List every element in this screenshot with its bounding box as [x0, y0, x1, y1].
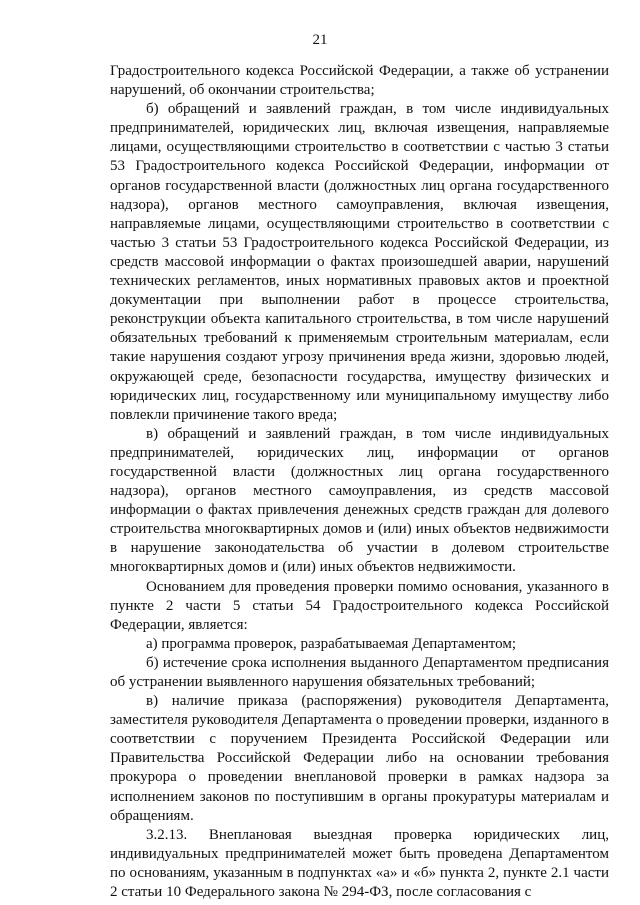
paragraph-ground-b: б) истечение срока исполнения выданного Департаментом предписания об устранении выявленного нарушения обязательных требований;: [110, 654, 609, 690]
paragraph-continuation: Градостроительного кодекса Российской Федерации, а также об устранении нарушений, об окончании строительства;: [110, 63, 609, 99]
paragraph-grounds-intro: Основанием для проведения проверки помимо основания, указанного в пункте 2 части 5 статьи 54 Градостроительного кодекса Российской Федерации, является:: [110, 578, 609, 633]
paragraph-3-2-13: 3.2.13. Внеплановая выездная проверка юридических лиц, индивидуальных предпринимателей может быть проведена Департаментом по основаниям, указанным в подпунктах «а» и «б» пункта 2, пункте 2.1 части 2 статьи 10 Федерального закона № 294-ФЗ, после согласования с: [110, 826, 609, 901]
document-body: [110, 62, 609, 902]
paragraph-item-v: в) обращений и заявлений граждан, в том числе индивидуальных предпринимателей, юридических лиц, информации от органов государственной власти (должностных лиц органа государственного надзора), органов местного самоуправления, из средств массовой информации о фактах привлечения денежных средств граждан для долевого строительства многоквартирных домов и (или) иных объектов недвижимости в нарушение законодательства об участии в долевом строительстве многоквартирных домов и (или) иных объектов недвижимости.: [110, 425, 609, 576]
paragraph-ground-a: а) программа проверок, разрабатываемая Департаментом;: [146, 635, 517, 652]
page-number: 21: [312, 32, 328, 48]
paragraph-item-b: б) обращений и заявлений граждан, в том числе индивидуальных предпринимателей, юридических лиц, включая извещения, направляемые лицами, осуществляющими строительство в соответствии с частью 3 статьи 53 Градостроительного кодекса Российской Федерации, информации от органов государственной власти (должностных лиц органа государственного надзора), органов местного самоуправления, включая извещения, направляемые лицами, осуществляющими строительство в соответствии с частью 3 статьи 53 Градостроительного кодекса Российской Федерации, из средств массовой информации о фактах произошедшей аварии, нарушений технических регламентов, иных нормативных правовых актов и проектной документации при выполнении работ в процессе строительства, реконструкции объекта капитального строительства, в том числе нарушений обязательных требований к применяемым строительным материалам, если такие нарушения создают угрозу причинения вреда жизни, здоровью людей, окружающей среде, безопасности государства, имуществу физических и юридических лиц, государственному или муниципальному имуществу либо повлекли причинение такого вреда;: [110, 101, 609, 423]
paragraph-ground-v: в) наличие приказа (распоряжения) руководителя Департамента, заместителя руководителя Департамента о проведении проверки, изданного в соответствии с поручением Президента Российской Федерации или Правительства Российской Федерации либо на основании требования прокурора о проведении внеплановой проверки в рамках надзора за исполнением законов по поступившим в органы прокуратуры материалам и обращениям.: [110, 693, 609, 824]
